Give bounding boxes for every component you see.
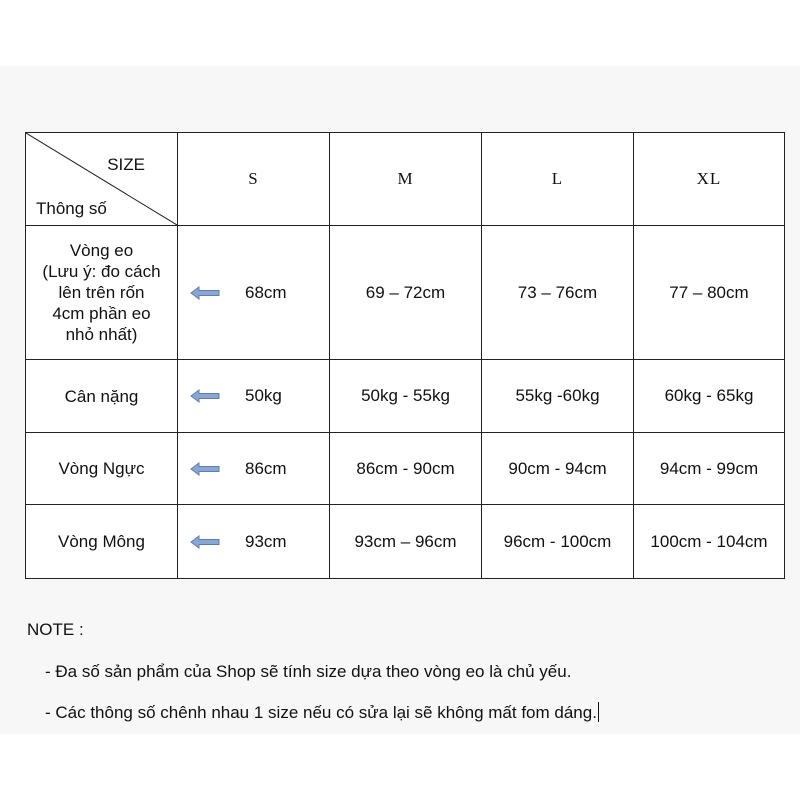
label-line: 4cm phần eo [52,304,151,323]
cell-l-chest: 90cm - 94cm [482,433,634,505]
row-label-weight: Cân nặng [26,360,178,433]
cell-m-weight: 50kg - 55kg [330,360,482,433]
cell-l-waist: 73 – 76cm [482,226,634,360]
table-row-hip [26,505,785,579]
cell-xl-weight: 60kg - 65kg [634,360,785,433]
size-chart-table [25,132,785,579]
cell-value: 68cm [245,282,287,302]
left-arrow-icon [190,286,220,300]
cell-m-chest: 86cm - 90cm [330,433,482,505]
label-line: lên trên rốn [58,283,145,302]
cell-s-hip [178,505,330,579]
note-text: - Đa số sản phẩm của Shop sẽ tính size dựa theo vòng eo là chủ yếu. [45,662,572,681]
size-header-xl: XL [634,133,785,226]
note-line-1 [45,662,599,682]
left-arrow-icon [190,389,220,403]
cell-value: 93cm [245,531,287,551]
row-label-chest: Vòng Ngực [26,433,178,505]
corner-parameter-label: Thông số [36,199,107,218]
cell-s-waist [178,226,330,360]
header-row [26,133,785,226]
label-line: (Lưu ý: đo cách [42,262,161,281]
cell-xl-chest: 94cm - 99cm [634,433,785,505]
left-arrow-icon [190,535,220,549]
label-line: nhỏ nhất) [65,325,138,344]
size-header-l: L [482,133,634,226]
size-header-s: S [178,133,330,226]
cell-l-hip: 96cm - 100cm [482,505,634,579]
cell-m-hip: 93cm – 96cm [330,505,482,579]
note-title: NOTE : [27,620,84,639]
table-row-weight [26,360,785,433]
table-row-waist [26,226,785,360]
left-arrow-icon [190,462,220,476]
note-line-2 [45,702,599,723]
cell-xl-hip: 100cm - 104cm [634,505,785,579]
cell-value: 50kg [245,386,282,405]
row-label-hip: Vòng Mông [26,505,178,579]
cell-m-waist: 69 – 72cm [330,226,482,360]
cell-s-chest [178,433,330,505]
label-line: Vòng eo [69,241,134,260]
cell-value: 86cm [245,458,287,478]
size-header-m: M [330,133,482,226]
cell-xl-waist: 77 – 80cm [634,226,785,360]
table-row-chest [26,433,785,505]
notes-section [27,620,599,743]
cell-s-weight [178,360,330,433]
corner-size-label: SIZE [107,155,145,174]
cell-l-weight: 55kg -60kg [482,360,634,433]
text-cursor [598,702,599,722]
corner-cell [26,133,178,226]
row-label-waist [26,226,178,360]
note-text: - Các thông số chênh nhau 1 size nếu có sửa lại sẽ không mất fom dáng. [45,703,597,722]
